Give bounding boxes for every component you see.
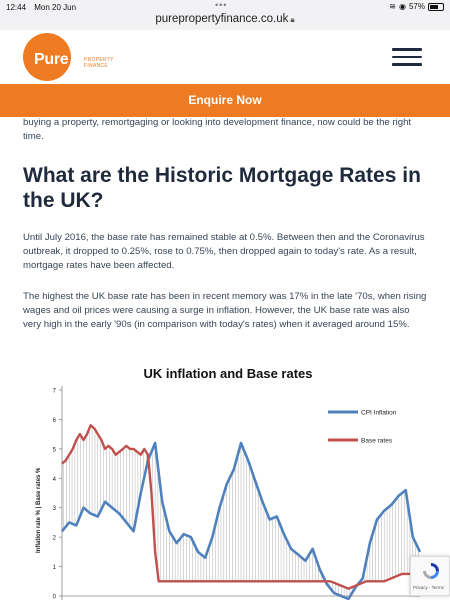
hamburger-menu-icon[interactable] xyxy=(392,48,422,66)
y-tick-label: 1 xyxy=(52,565,56,572)
y-axis-label: Inflation rate % | Base rates % xyxy=(36,467,42,553)
logo-sub-line-1: PROPERTY xyxy=(84,57,114,63)
y-tick-label: 7 xyxy=(52,388,56,395)
logo-word-text: Pure xyxy=(34,51,69,68)
recaptcha-badge[interactable] xyxy=(410,556,450,596)
status-time-date xyxy=(6,3,82,12)
address-bar[interactable] xyxy=(0,13,450,25)
battery-icon xyxy=(428,3,444,11)
inflation-base-rate-chart xyxy=(28,362,428,600)
status-icons xyxy=(389,2,444,11)
article-paragraph-1: Until July 2016, the base rate has remained stable at 0.5%. Between then and the Coronavirus outbreak, it dropped to 0.25%, rose to 0.75%, then dropped again to today's rate. As a result, mortgage rates have been affected. xyxy=(23,232,425,271)
y-tick-label: 0 xyxy=(52,594,56,600)
location-icon: ◉ xyxy=(399,2,406,11)
recaptcha-icon xyxy=(421,561,441,581)
logo-word xyxy=(34,51,68,69)
article-paragraph-2: The highest the UK base rate has been in recent memory was 17% in the late '70s, when rising wages and oil prices were causing a surge in inflation. However, the UK base rate was also very high in the early '90s (in comparison with today's rates) when it averaged around 15%. xyxy=(23,291,427,330)
status-time: 12:44 xyxy=(6,3,27,12)
url-text: purepropertyfinance.co.uk xyxy=(155,13,289,25)
y-tick-label: 5 xyxy=(52,447,56,454)
logo-subtitle xyxy=(84,57,114,69)
enquire-now-button[interactable]: Enquire Now xyxy=(0,84,450,117)
y-tick-label: 4 xyxy=(52,476,56,483)
multitask-dots-icon[interactable]: ••• xyxy=(215,0,228,10)
status-date: Mon 20 Jun xyxy=(34,3,77,12)
article-heading: What are the Historic Mortgage Rates in the UK? xyxy=(23,164,421,212)
y-tick-label: 3 xyxy=(52,506,56,513)
chart-svg xyxy=(28,362,428,600)
y-tick-label: 2 xyxy=(52,535,56,542)
logo-sub-line-2: FINANCE xyxy=(84,63,109,69)
recaptcha-links[interactable]: Privacy - Terms xyxy=(413,585,444,590)
battery-percent: 57% xyxy=(408,2,425,11)
status-bar xyxy=(0,0,450,30)
site-header xyxy=(0,30,450,84)
wifi-icon: ≋ xyxy=(389,2,396,11)
legend-label: CPI Inflation xyxy=(361,409,397,417)
legend-label: Base rates xyxy=(361,437,393,445)
y-tick-label: 6 xyxy=(52,417,56,424)
lock-icon: 🔒︎ xyxy=(290,15,295,24)
intro-paragraph-tail: buying a property, remortgaging or looking into development finance, now could be the right time. xyxy=(23,117,412,142)
chart-title: UK inflation and Base rates xyxy=(143,366,313,381)
